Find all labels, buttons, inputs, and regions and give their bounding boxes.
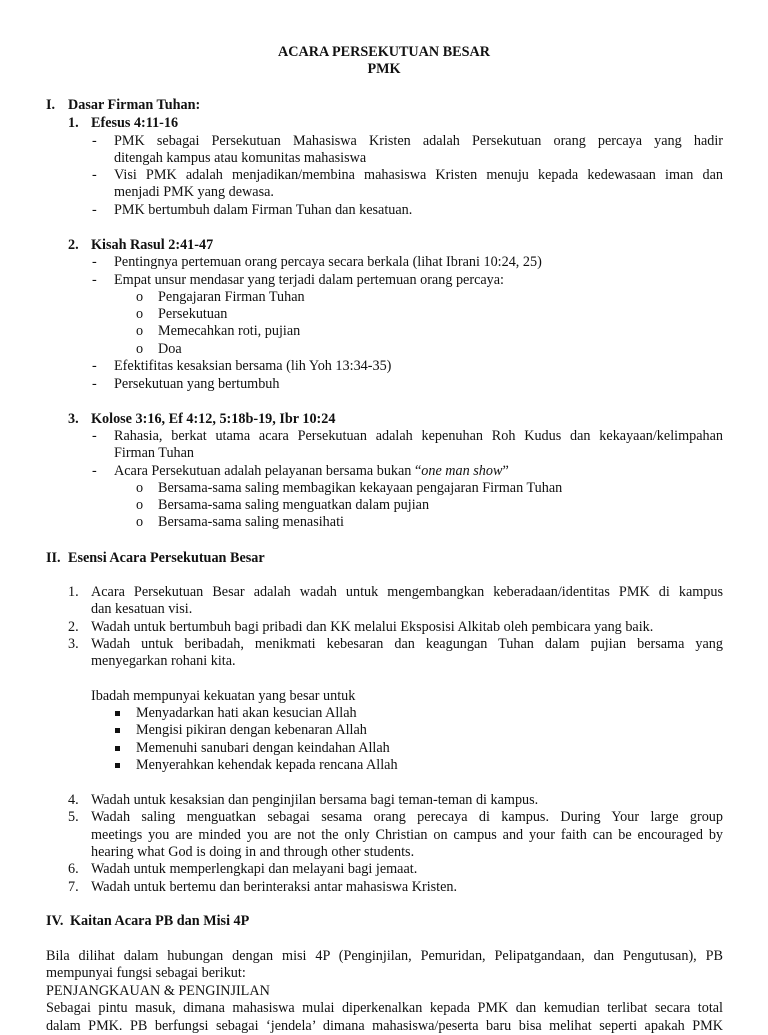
- section-4-para-1-line-2: mempunyai fungsi sebagai berikut:: [46, 965, 246, 981]
- section-2-number: II.: [46, 550, 61, 566]
- sub-1-number: 1.: [68, 115, 79, 131]
- sub-3-number: 3.: [68, 411, 79, 427]
- sub-2-bullet-1: Pentingnya pertemuan orang percaya secara berkala (lihat Ibrani 10:24, 25): [114, 254, 542, 270]
- section-4-para-2-line-1: Sebagai pintu masuk, dimana mahasiswa mulai diperkenalkan kepada PMK dan kemudian terlibat secara total: [46, 1000, 723, 1016]
- section-4-para-1-line-1: Bila dilihat dalam hubungan dengan misi 4P (Penginjilan, Pemuridan, Pelipatgandaan, dan Pengutusan), PB: [46, 948, 723, 964]
- circle-marker: o: [136, 480, 144, 496]
- dash-marker: -: [92, 428, 97, 444]
- section-2-item-5-line-1: Wadah saling menguatkan sebagai sesama orang perecaya di kampus. During Your large group: [91, 809, 723, 825]
- ibadah-bullet-3: Memenuhi sanubari dengan keindahan Allah: [136, 740, 390, 756]
- sub-1-bullet-3: PMK bertumbuh dalam Firman Tuhan dan kesatuan.: [114, 202, 413, 218]
- sub-3-item-1: Bersama-sama saling membagikan kekayaan pengajaran Firman Tuhan: [158, 480, 563, 496]
- circle-marker: o: [136, 289, 144, 305]
- circle-marker: o: [136, 341, 144, 357]
- section-2-item-1-line-2: dan kesatuan visi.: [91, 601, 193, 617]
- section-2-item-4: Wadah untuk kesaksian dan penginjilan bersama bagi teman-teman di kampus.: [91, 792, 539, 808]
- square-bullet-icon: [115, 746, 120, 751]
- dash-marker: -: [92, 202, 97, 218]
- section-2-item-1-line-1: Acara Persekutuan Besar adalah wadah untuk mengembangkan keberadaan/identitas PMK di kampus: [91, 584, 723, 600]
- sub-2-heading: Kisah Rasul 2:41-47: [91, 237, 214, 253]
- list-number: 1.: [68, 584, 79, 600]
- document-subtitle: PMK: [367, 61, 401, 77]
- section-4-heading: Kaitan Acara PB dan Misi 4P: [70, 913, 250, 929]
- sub-3-item-2: Bersama-sama saling menguatkan dalam pujian: [158, 497, 430, 513]
- sub-3-bullet-1-line-2: Firman Tuhan: [114, 445, 195, 461]
- section-1-number: I.: [46, 97, 56, 113]
- sub-1-bullet-2-line-1: Visi PMK adalah menjadikan/membina mahasiswa Kristen menuju kepada kedewasaan iman dan: [114, 167, 723, 183]
- sub-1-bullet-1-line-1: PMK sebagai Persekutuan Mahasiswa Kristen adalah Persekutuan orang percaya yang hadir: [114, 133, 723, 149]
- dash-marker: -: [92, 376, 97, 392]
- section-2-item-5-line-2: meetings you are minded you are not the only Christian on campus and your faith can be encouraged by: [91, 827, 723, 843]
- sub-2-bullet-2: Empat unsur mendasar yang terjadi dalam pertemuan orang percaya:: [114, 272, 504, 288]
- square-bullet-icon: [115, 711, 120, 716]
- section-2-item-6: Wadah untuk memperlengkapi dan melayani bagi jemaat.: [91, 861, 418, 877]
- dash-marker: -: [92, 254, 97, 270]
- dash-marker: -: [92, 133, 97, 149]
- sub-2-number: 2.: [68, 237, 79, 253]
- sub-3-bullet-2: [114, 463, 509, 480]
- circle-marker: o: [136, 514, 144, 530]
- list-number: 5.: [68, 809, 79, 825]
- list-number: 6.: [68, 861, 79, 877]
- ibadah-bullet-1: Menyadarkan hati akan kesucian Allah: [136, 705, 357, 721]
- sub-3-bullet-1-line-1: Rahasia, berkat utama acara Persekutuan adalah kepenuhan Roh Kudus dan kekayaan/kelimpahan: [114, 428, 723, 444]
- section-2-item-2: Wadah untuk bertumbuh bagi pribadi dan KK melalui Eksposisi Alkitab oleh pembicara yang baik.: [91, 619, 654, 635]
- section-2-item-5-line-3: hearing what God is doing in and through other students.: [91, 844, 415, 860]
- sub-2-item-4: Doa: [158, 341, 182, 357]
- sub-1-bullet-1-line-2: ditengah kampus atau komunitas mahasiswa: [114, 150, 367, 166]
- section-2-item-3-line-1: Wadah untuk beribadah, menikmati kebesaran dan keagungan Tuhan dalam pujian bersama yang: [91, 636, 723, 652]
- sub-3-item-3: Bersama-sama saling menasihati: [158, 514, 344, 530]
- sub-1-bullet-2-line-2: menjadi PMK yang dewasa.: [114, 184, 274, 200]
- circle-marker: o: [136, 306, 144, 322]
- square-bullet-icon: [115, 728, 120, 733]
- section-4-para-2-line-2: dalam PMK. PB berfungsi sebagai ‘jendela’ dimana mahasiswa/peserta baru bisa melihat seperti apakah PMK: [46, 1018, 723, 1034]
- circle-marker: o: [136, 323, 144, 339]
- document-title: ACARA PERSEKUTUAN BESAR: [277, 44, 491, 60]
- sub-2-item-3: Memecahkan roti, pujian: [158, 323, 301, 339]
- section-4-subheading: PENJANGKAUAN & PENGINJILAN: [46, 983, 270, 999]
- list-number: 3.: [68, 636, 79, 652]
- ibadah-intro: Ibadah mempunyai kekuatan yang besar untuk: [91, 688, 356, 704]
- list-number: 2.: [68, 619, 79, 635]
- sub-3-bullet-2-italic: one man show: [421, 463, 503, 479]
- page-bottom-clip: [0, 1004, 768, 1034]
- section-2-item-3-line-2: menyegarkan rohani kita.: [91, 653, 236, 669]
- list-number: 7.: [68, 879, 79, 895]
- sub-3-heading: Kolose 3:16, Ef 4:12, 5:18b-19, Ibr 10:24: [91, 411, 336, 427]
- sub-3-bullet-2-text: Acara Persekutuan adalah pelayanan bersama bukan “: [114, 463, 422, 479]
- dash-marker: -: [92, 272, 97, 288]
- sub-2-item-1: Pengajaran Firman Tuhan: [158, 289, 305, 305]
- sub-1-heading: Efesus 4:11-16: [91, 115, 179, 131]
- sub-2-bullet-3: Efektifitas kesaksian bersama (lih Yoh 13:34-35): [114, 358, 392, 374]
- square-bullet-icon: [115, 763, 120, 768]
- list-number: 4.: [68, 792, 79, 808]
- section-2-item-7: Wadah untuk bertemu dan berinteraksi antar mahasiswa Kristen.: [91, 879, 458, 895]
- section-2-heading: Esensi Acara Persekutuan Besar: [68, 550, 265, 566]
- ibadah-bullet-4: Menyerahkan kehendak kepada rencana Allah: [136, 757, 398, 773]
- section-4-number: IV.: [46, 913, 64, 929]
- dash-marker: -: [92, 463, 97, 479]
- ibadah-bullet-2: Mengisi pikiran dengan kebenaran Allah: [136, 722, 367, 738]
- dash-marker: -: [92, 358, 97, 374]
- sub-2-bullet-4: Persekutuan yang bertumbuh: [114, 376, 280, 392]
- sub-3-bullet-2-end: ”: [502, 463, 509, 479]
- dash-marker: -: [92, 167, 97, 183]
- circle-marker: o: [136, 497, 144, 513]
- section-1-heading: Dasar Firman Tuhan:: [68, 97, 201, 113]
- sub-2-item-2: Persekutuan: [158, 306, 228, 322]
